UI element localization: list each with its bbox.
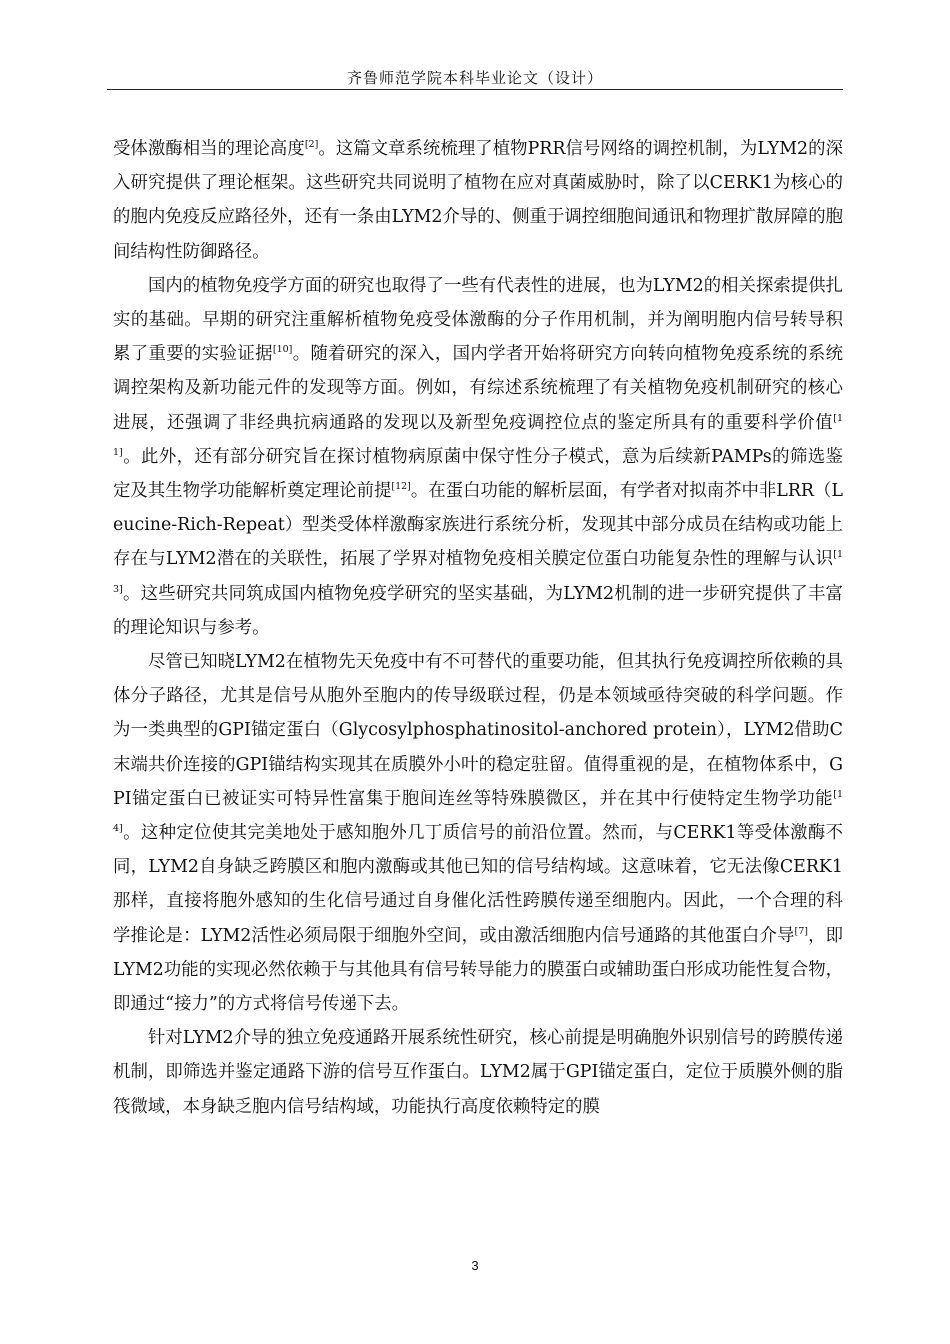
citation-ref: [2]	[304, 138, 319, 150]
text-segment: 。在蛋白功能的解析层面，有学者对拟南芥中非LRR（Leucine-Rich-Repeat）型类受体样激酶家族进行系统分析，发现其中部分成员在结构或功能上存在与LYM2潜在的关联性，拓展了学界对植物免疫相关膜定位蛋白功能复杂性的理解与认识	[113, 481, 843, 570]
citation-ref: [14]	[113, 788, 843, 834]
text-segment: 尽管已知晓LYM2在植物先天免疫中有不可替代的重要功能，但其执行免疫调控所依赖的具体分子路径，尤其是信号从胞外至胞内的传导级联过程，仍是本领域亟待突破的科学问题。作为一类典型的GPI锚定蛋白（Glycosylphosphatinositol-anchored protein），LYM2借助C末端共价连接的GPI锚结构实现其在质膜外小叶的稳定驻留。值得重视的是，在植物体系中，GPI锚定蛋白已被证实可特异性富集于胞间连丝等特殊膜微区，并在其中行使特定生物学功能	[113, 652, 843, 809]
text-segment: 。这种定位使其完美地处于感知胞外几丁质信号的前沿位置。然而，与CERK1等受体激酶不同，LYM2自身缺乏跨膜区和胞内激酶或其他已知的信号结构域。这意味着，它无法像CERK1那样，直接将胞外感知的生化信号通过自身催化活性跨膜传递至细胞内。因此，一个合理的科学推论是：LYM2活性必须局限于细胞外空间，或由激活细胞内信号通路的其他蛋白介导	[113, 823, 843, 946]
text-segment: 。这些研究共同筑成国内植物免疫学研究的坚实基础，为LYM2机制的进一步研究提供了丰富的理论知识与参考。	[113, 583, 843, 638]
citation-ref: [12]	[391, 480, 411, 492]
text-segment: 。这篇文章系统梳理了植物PRR信号网络的调控机制，为LYM2的深入研究提供了理论框架。这些研究共同说明了植物在应对真菌威胁时，除了以CERK1为核心的的胞内免疫反应路径外，还有一条由LYM2介导的、侧重于调控细胞间通讯和物理扩散屏障的胞间结构性防御路径。	[113, 139, 843, 262]
text-segment: 国内的植物免疫学方面的研究也取得了一些有代表性的进展，也为LYM2的相关探索提供扎实的基础。早期的研究注重解析植物免疫受体激酶的分子作用机制，并为阐明胞内信号转导积累了重要的实验证据	[113, 275, 843, 365]
header-divider	[107, 89, 843, 90]
citation-ref: [10]	[272, 344, 293, 356]
citation-ref: [7]	[794, 925, 808, 937]
citation-ref: [11]	[113, 412, 843, 458]
citation-ref: [13]	[113, 549, 843, 595]
paragraph-3	[113, 645, 843, 1021]
paragraph-1	[113, 132, 843, 269]
text-segment: ，即LYM2功能的实现必然依赖于与其他具有信号转导能力的膜蛋白或辅助蛋白形成功能性复合物，即通过“接力”的方式将信号传递下去。	[113, 925, 843, 1015]
text-segment: 。此外，还有部分研究旨在探讨植物病原菌中保守性分子模式，意为后续新PAMPs的筛选鉴定及其生物学功能解析奠定理论前提	[113, 446, 843, 502]
text-segment: 受体激酶相当的理论高度	[113, 139, 305, 159]
paragraph-2	[113, 269, 843, 645]
text-segment: 。随着研究的深入，国内学者开始将研究方向转向植物免疫系统的系统调控架构及新功能元件的发现等方面。例如，有综述系统梳理了有关植物免疫机制研究的核心进展，还强调了非经典抗病通路的发现以及新型免疫调控位点的鉴定所具有的重要科学价值	[113, 344, 843, 433]
text-segment: 针对LYM2介导的独立免疫通路开展系统性研究，核心前提是明确胞外识别信号的跨膜传递机制，即筛选并鉴定通路下游的信号互作蛋白。LYM2属于GPI锚定蛋白，定位于质膜外侧的脂筏微域，本身缺乏胞内信号结构域，功能执行高度依赖特定的膜	[113, 1028, 843, 1117]
paragraph-4	[113, 1021, 843, 1124]
body-text	[113, 132, 843, 1124]
page-header-title: 齐鲁师范学院本科毕业论文（设计）	[346, 69, 603, 87]
page-number: 3	[471, 1258, 479, 1273]
